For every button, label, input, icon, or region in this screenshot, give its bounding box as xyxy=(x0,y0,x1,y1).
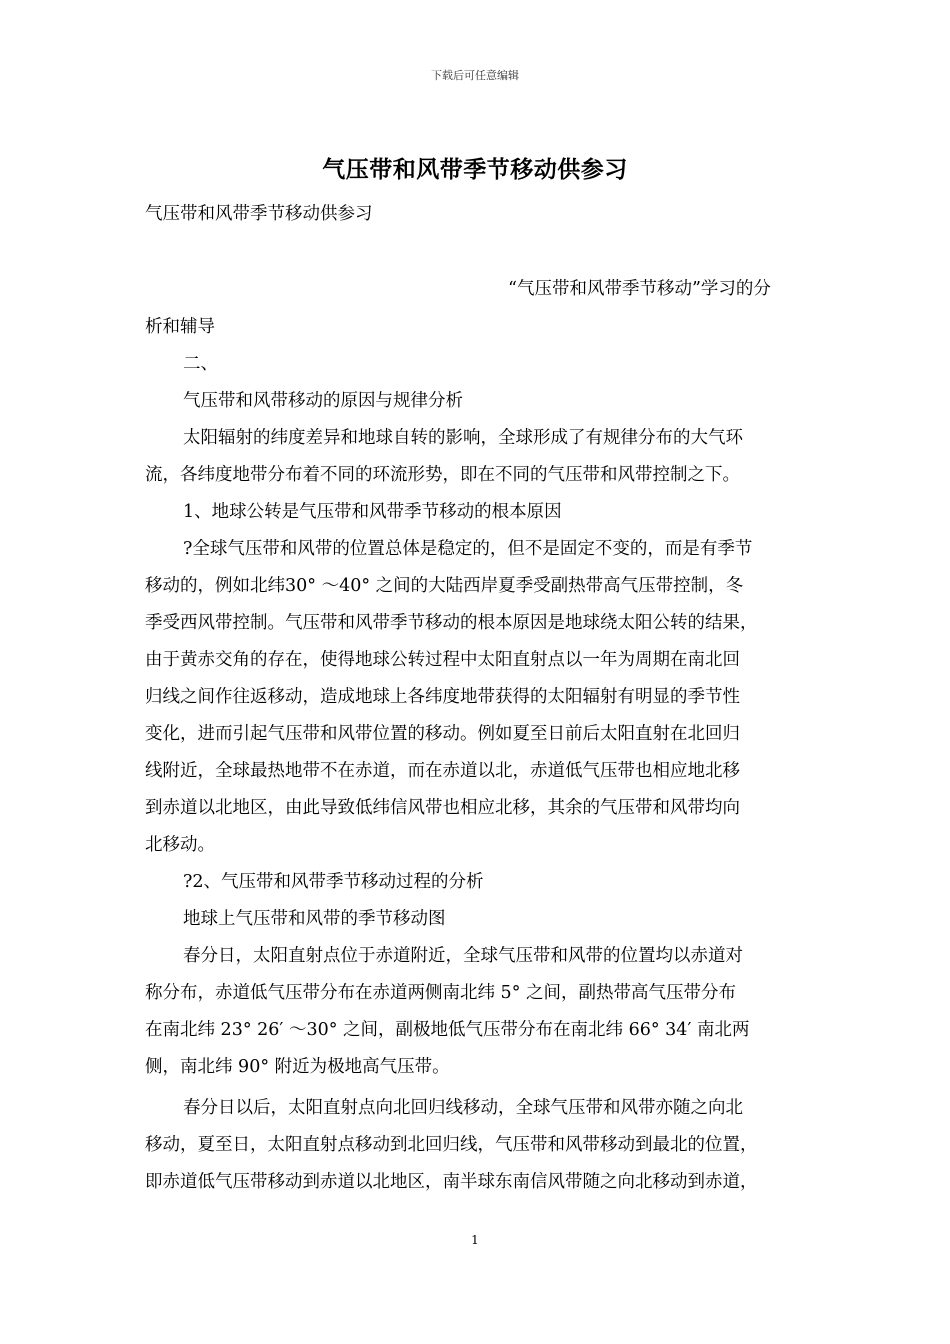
para-1-line-6: 变化，进而引起气压带和风带位置的移动。例如夏至日前后太阳直射在北回归 xyxy=(145,724,740,744)
para-1-line-9: 北移动。 xyxy=(145,835,215,855)
after-line-3: 即赤道低气压带移动到赤道以北地区，南半球东南信风带随之向北移动到赤道， xyxy=(145,1172,758,1192)
figure-caption: 地球上气压带和风带的季节移动图 xyxy=(183,909,446,929)
para-1-line-1: ?全球气压带和风带的位置总体是稳定的，但不是固定不变的，而是有季节 xyxy=(183,539,753,559)
header-note: 下载后可任意编辑 xyxy=(431,69,519,82)
section-number: 二、 xyxy=(183,354,218,374)
intro-line-1: 太阳辐射的纬度差异和地球自转的影响，全球形成了有规律分布的大气环 xyxy=(183,428,743,448)
para-1-line-4: 由于黄赤交角的存在，使得地球公转过程中太阳直射点以一年为周期在南北回 xyxy=(145,650,740,670)
item-1-heading: 1、地球公转是气压带和风带季节移动的根本原因 xyxy=(183,502,562,522)
page-number: 1 xyxy=(471,1233,479,1247)
spring-line-3: 在南北纬 23° 26′ ～30° 之间，副极地低气压带分布在南北纬 66° 34′ 南北两 xyxy=(145,1020,750,1040)
para-1-line-8: 到赤道以北地区，由此导致低纬信风带也相应北移，其余的气压带和风带均向 xyxy=(145,798,740,818)
document-subtitle: 气压带和风带季节移动供参习 xyxy=(145,204,373,224)
spring-line-4: 侧，南北纬 90° 附近为极地高气压带。 xyxy=(145,1057,450,1077)
item-2-heading: ?2、气压带和风带季节移动过程的分析 xyxy=(183,872,484,892)
intro-line-2: 流，各纬度地带分布着不同的环流形势，即在不同的气压带和风带控制之下。 xyxy=(145,465,740,485)
quote-line-1: “气压带和风带季节移动”学习的分 xyxy=(508,279,771,299)
spring-line-1: 春分日，太阳直射点位于赤道附近，全球气压带和风带的位置均以赤道对 xyxy=(183,946,743,966)
after-line-1: 春分日以后，太阳直射点向北回归线移动，全球气压带和风带亦随之向北 xyxy=(183,1098,743,1118)
document-title: 气压带和风带季节移动供参习 xyxy=(322,156,628,183)
section-heading: 气压带和风带移动的原因与规律分析 xyxy=(183,391,463,411)
para-1-line-7: 线附近，全球最热地带不在赤道，而在赤道以北，赤道低气压带也相应地北移 xyxy=(145,761,740,781)
spring-line-2: 称分布，赤道低气压带分布在赤道两侧南北纬 5° 之间，副热带高气压带分布 xyxy=(145,983,737,1003)
quote-line-2: 析和辅导 xyxy=(145,317,215,337)
para-1-line-3: 季受西风带控制。气压带和风带季节移动的根本原因是地球绕太阳公转的结果， xyxy=(145,613,758,633)
after-line-2: 移动，夏至日，太阳直射点移动到北回归线，气压带和风带移动到最北的位置， xyxy=(145,1135,758,1155)
para-1-line-5: 归线之间作往返移动，造成地球上各纬度地带获得的太阳辐射有明显的季节性 xyxy=(145,687,740,707)
para-1-line-2: 移动的，例如北纬30° ～40° 之间的大陆西岸夏季受副热带高气压带控制，冬 xyxy=(145,576,744,596)
